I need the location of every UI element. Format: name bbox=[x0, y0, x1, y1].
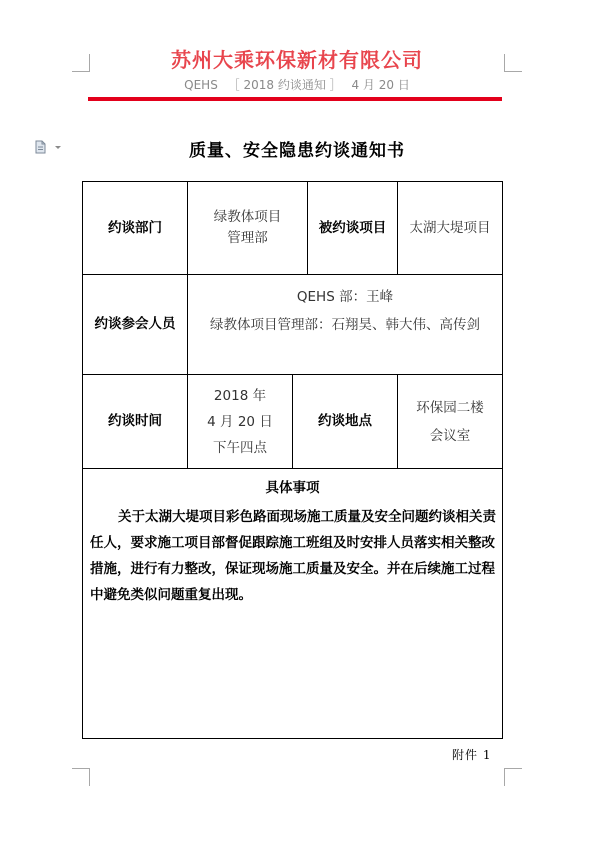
page-title: 质量、安全隐患约谈通知书 bbox=[189, 141, 405, 161]
crop-mark-bottom-left bbox=[72, 768, 90, 786]
dept-label: 约谈部门 bbox=[108, 219, 162, 236]
attendees-label: 约谈参会人员 bbox=[94, 316, 176, 333]
time-line: 下午四点 bbox=[213, 439, 267, 456]
subheader-dept: QEHS bbox=[184, 78, 218, 92]
table-border-right bbox=[502, 181, 503, 739]
table-border-bottom bbox=[82, 738, 503, 739]
place-line: 会议室 bbox=[429, 427, 471, 444]
project-value: 太湖大堤项目 bbox=[409, 219, 491, 236]
place-value bbox=[398, 375, 502, 468]
attendees-value bbox=[188, 275, 502, 374]
details-text: 关于太湖大堤项目彩色路面现场施工质量及安全问题约谈相关责任人，要求施工项目部督促跟踪施工班组及时安排人员落实相关整改措施，进行有力整改，保证现场施工质量及安全。并在后续施工过程中避免类似问题重复出现。 bbox=[90, 509, 496, 603]
dept-value-line: 绿教体项目 bbox=[213, 209, 282, 226]
time-value bbox=[188, 375, 292, 468]
place-label: 约谈地点 bbox=[318, 413, 372, 430]
subheader-doc-name: ［ 2018 约谈通知 ］ bbox=[227, 78, 342, 92]
header-divider bbox=[88, 97, 502, 101]
attachment-label: 附件 1 bbox=[452, 748, 492, 762]
details-label: 具体事项 bbox=[265, 480, 320, 496]
document-subheader bbox=[0, 76, 594, 93]
crop-mark-bottom-right bbox=[504, 768, 522, 786]
place-line: 环保园二楼 bbox=[416, 399, 484, 416]
attendees-line: QEHS 部：王峰 bbox=[296, 289, 394, 305]
project-label: 被约谈项目 bbox=[318, 219, 387, 236]
dept-value bbox=[188, 182, 307, 274]
company-name: 苏州大乘环保新材有限公司 bbox=[171, 48, 423, 72]
time-line: 4 月 20 日 bbox=[207, 413, 273, 430]
subheader-date: 4 月 20 日 bbox=[351, 78, 410, 92]
attendees-line: 绿教体项目管理部：石翔昊、韩大伟、高传剑 bbox=[210, 317, 480, 333]
time-line: 2018 年 bbox=[213, 387, 267, 404]
time-label: 约谈时间 bbox=[108, 413, 162, 430]
dept-value-line: 管理部 bbox=[227, 230, 268, 246]
